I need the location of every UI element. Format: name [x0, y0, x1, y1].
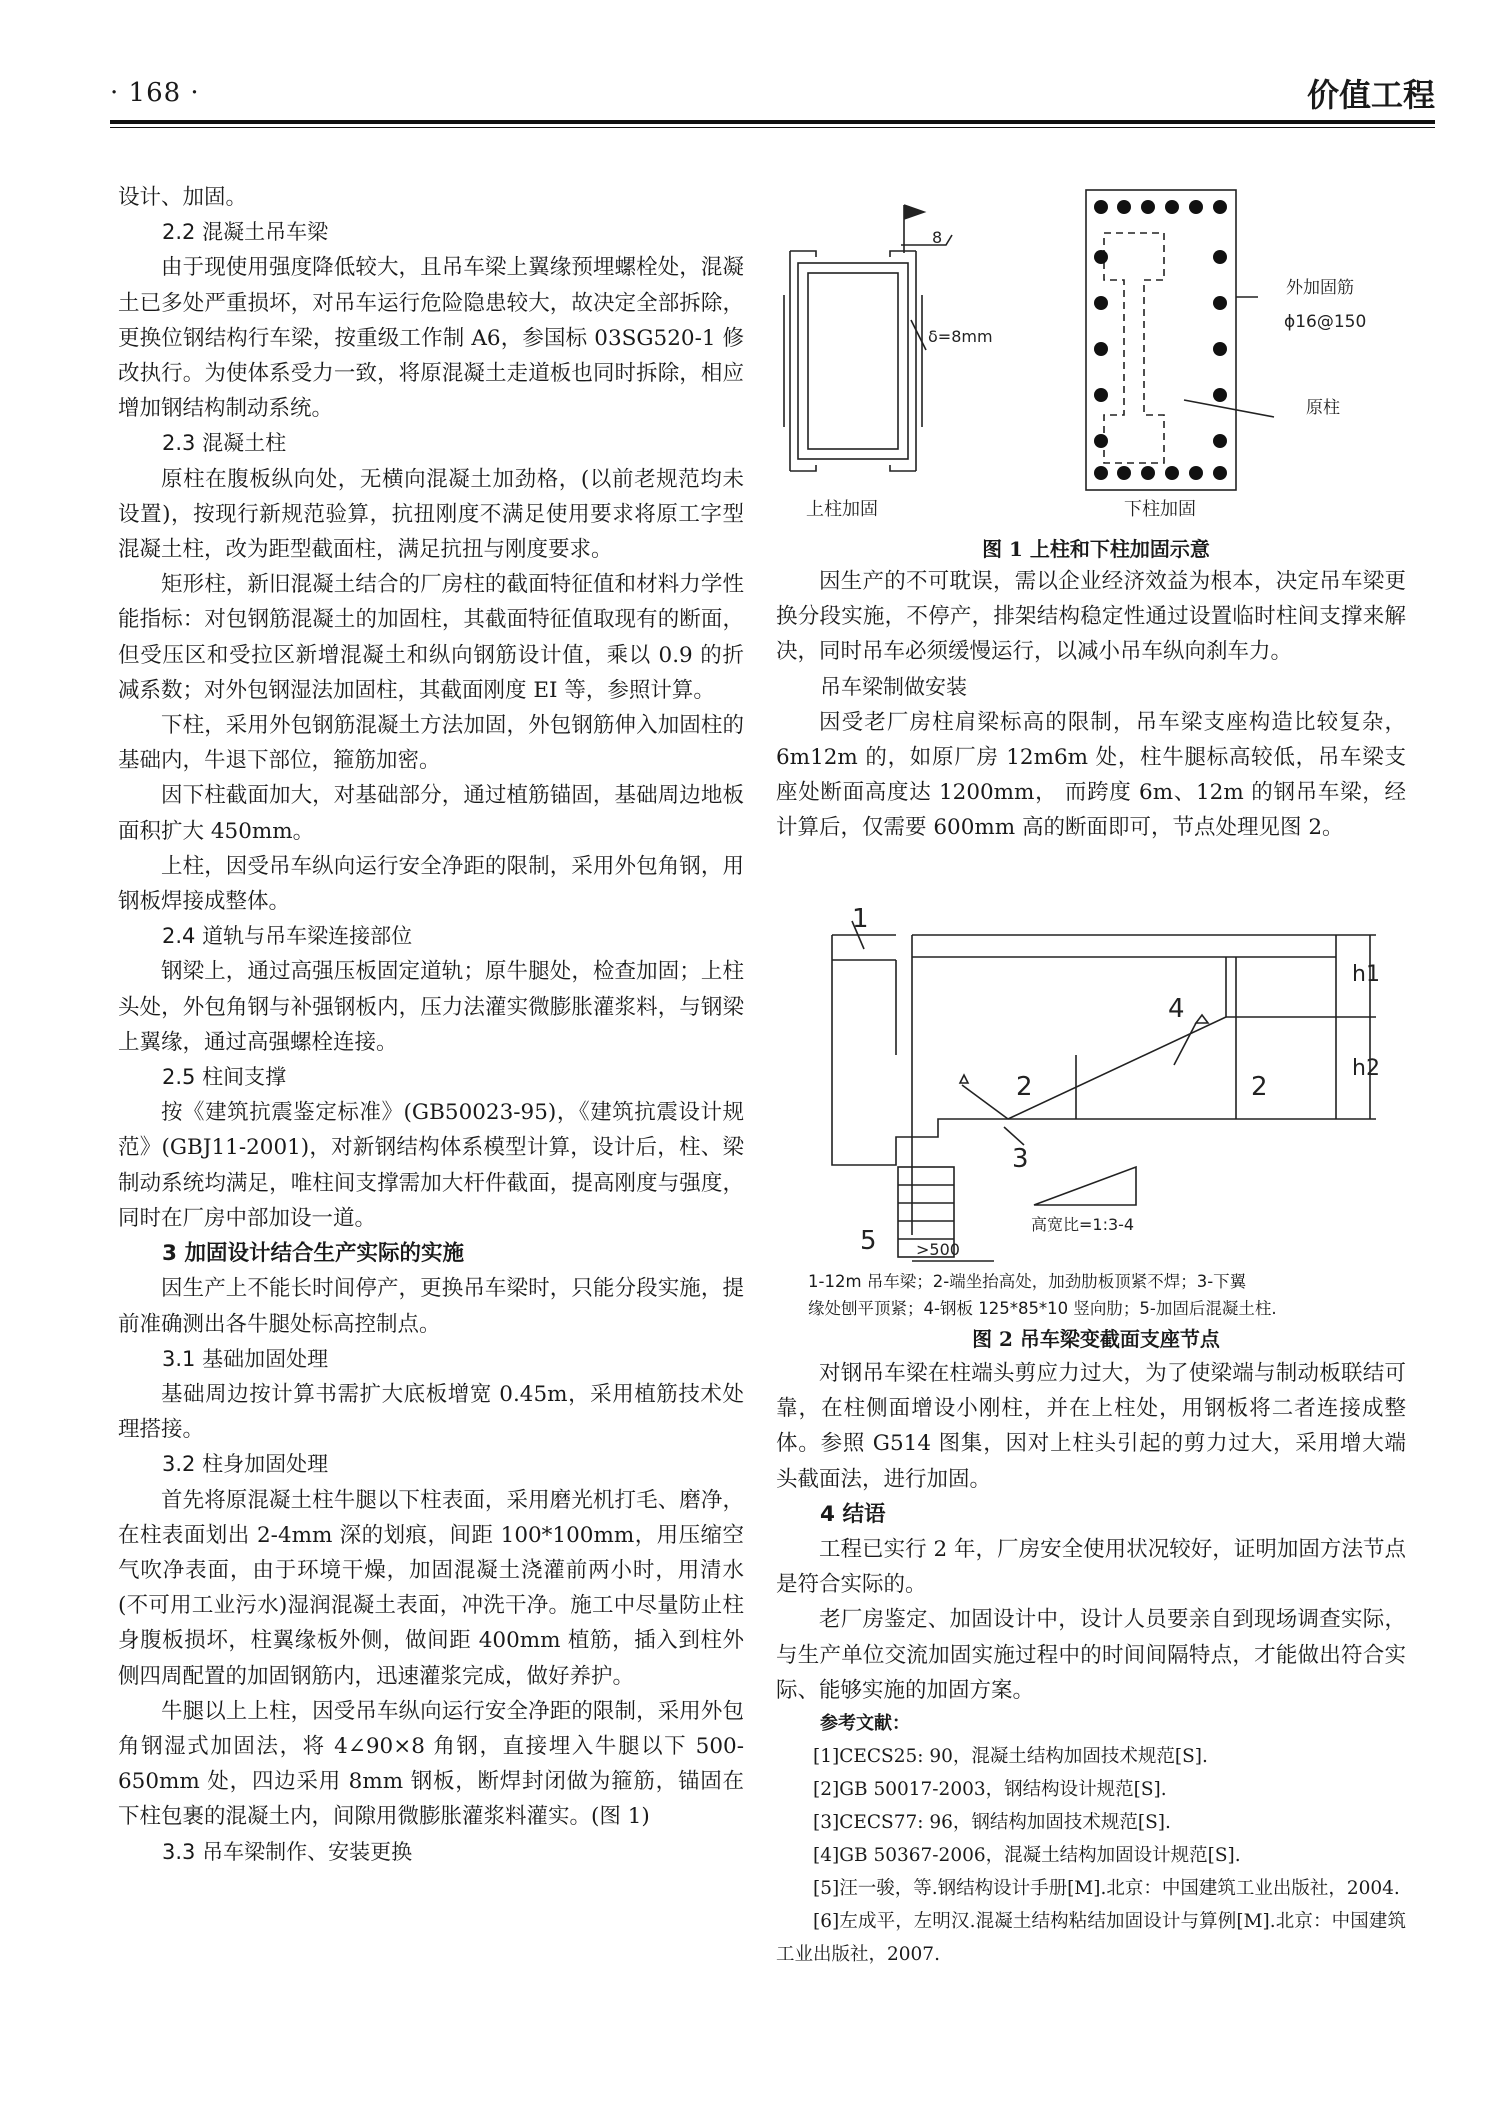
section-heading: 2.3 混凝土柱	[162, 431, 287, 456]
lower-column-label: 下柱加固	[1124, 499, 1196, 520]
reference-item: [1]CECS25: 90，混凝土结构加固技术规范[S].	[813, 1746, 1208, 1768]
label-1: 1	[852, 905, 869, 934]
paragraph: 因生产上不能长时间停产，更换吊车梁时，只能分段实施，提前准确测出各牛腿处标高控制点。	[118, 1276, 744, 1337]
dimension-500: >500	[916, 1240, 960, 1259]
paragraph: 由于现使用强度降低较大，且吊车梁上翼缘预埋螺栓处，混凝土已多处严重损坏，对吊车运行危险隐患较大，故决定全部拆除，更换位钢结构行车梁，按重级工作制 A6，参国标 03SG520-1 修改执行。为使体系受力一致，将原混凝土走道板也同时拆除，相应增加钢结构制动系统。	[118, 255, 744, 422]
legend-line: 缘处刨平顶紧；4-钢板 125*85*10 竖向肋；5-加固后混凝土柱.	[808, 1299, 1277, 1318]
reference-item: [2]GB 50017-2003，钢结构设计规范[S].	[813, 1779, 1167, 1801]
paragraph: 因下柱截面加大，对基础部分，通过植筋锚固，基础周边地板面积扩大 450mm。	[118, 783, 744, 844]
reference-item: [6]左成平，左明汉.混凝土结构粘结加固设计与算例[M].北京：中国建筑工业出版社，2007.	[776, 1911, 1406, 1966]
label-2b: 2	[1251, 1072, 1268, 1102]
paragraph: 矩形柱，新旧混凝土结合的厂房柱的截面特征值和材料力学性能指标：对包钢筋混凝土的加固柱，其截面特征值取现有的断面，但受压区和受拉区新增混凝土和纵向钢筋设计值，乘以 0.9 的折减系数；对外包钢湿法加固柱，其截面刚度 EI 等，参照计算。	[118, 572, 744, 703]
right-column-top	[776, 564, 1406, 846]
upper-column-section	[784, 205, 952, 471]
lower-column-section	[1086, 190, 1274, 490]
section-heading: 2.5 柱间支撑	[162, 1065, 287, 1090]
rebar-label: 外加固筋	[1286, 278, 1354, 298]
section-heading: 3.2 柱身加固处理	[162, 1452, 329, 1477]
support-node-lines	[832, 921, 1376, 1261]
legend-line: 1-12m 吊车梁；2-端坐抬高处，加劲肋板顶紧不焊；3-下翼	[808, 1272, 1247, 1291]
paragraph: 原柱在腹板纵向处，无横向混凝土加劲格，(以前老规范均未设置)，按现行新规范验算，抗扭刚度不满足使用要求将原工字型混凝土柱，改为距型截面柱，满足抗扭与刚度要求。	[118, 466, 744, 563]
paragraph: 钢梁上，通过高强压板固定道轨；原牛腿处，检查加固；上柱头处，外包角钢与补强钢板内，压力法灌实微膨胀灌浆料，与钢梁上翼缘，通过高强螺栓连接。	[118, 959, 744, 1055]
paragraph: 下柱，采用外包钢筋混凝土方法加固，外包钢筋伸入加固柱的基础内，牛退下部位，箍筋加密。	[118, 713, 744, 774]
rebar-dots	[1094, 200, 1227, 480]
weld-size-label: 8	[932, 228, 943, 247]
dimension-h2: h2	[1352, 1056, 1380, 1081]
paragraph: 设计、加固。	[118, 185, 248, 210]
rebar-spec-label: ϕ16@150	[1284, 312, 1367, 332]
journal-title: 价值工程	[1306, 76, 1435, 114]
figure-1-caption: 图 1 上柱和下柱加固示意	[982, 537, 1210, 561]
original-column-label: 原柱	[1306, 398, 1340, 418]
header-rule	[110, 120, 1435, 124]
paragraph: 基础周边按计算书需扩大底板增宽 0.45m，采用植筋技术处理搭接。	[118, 1381, 744, 1443]
label-4: 4	[1168, 994, 1185, 1024]
left-column	[118, 180, 744, 1870]
paragraph: 牛腿以上上柱，因受吊车纵向运行安全净距的限制，采用外包角钢湿式加固法，将 4∠90×8 角钢，直接埋入牛腿以下 500-650mm 处，四边采用 8mm 钢板，断焊封闭做为箍筋，锚固在下柱包裹的混凝土内，间隙用微膨胀灌浆料灌实。(图 1)	[118, 1698, 744, 1830]
section-heading: 2.4 道轨与吊车梁连接部位	[162, 924, 413, 949]
label-3: 3	[1012, 1144, 1029, 1174]
figure-2-legend	[808, 1268, 1393, 1322]
right-column-bottom	[776, 1356, 1406, 1971]
page-number: · 168 ·	[110, 78, 200, 108]
figure-1-drawing	[776, 185, 1416, 530]
paragraph: 上柱，因受吊车纵向运行安全净距的限制，采用外包角钢，用钢板焊接成整体。	[118, 853, 744, 915]
references-heading: 参考文献：	[820, 1713, 910, 1735]
paragraph: 因受老厂房柱肩梁标高的限制，吊车梁支座构造比较复杂，6m12m 的，如原厂房 12m6m 处，柱牛腿标高较低，吊车梁支座处断面高度达 1200mm， 而跨度 6m、12m 的钢吊车梁，经计算后，仅需要 600mm 高的断面即可，节点处理见图 2。	[776, 709, 1406, 841]
reference-item: [4]GB 50367-2006，混凝土结构加固设计规范[S].	[813, 1845, 1241, 1867]
ratio-label: 高宽比=1:3-4	[1031, 1215, 1135, 1234]
reference-item: [3]CECS77: 96，钢结构加固技术规范[S].	[813, 1812, 1171, 1834]
page-header	[110, 70, 1435, 122]
paragraph: 因生产的不可耽误，需以企业经济效益为根本，决定吊车梁更换分段实施，不停产，排架结构稳定性通过设置临时柱间支撑来解决，同时吊车必须缓慢运行，以减小吊车纵向刹车力。	[776, 569, 1406, 665]
section-heading: 3.3 吊车梁制作、安装更换	[162, 1839, 413, 1864]
figure-2-drawing	[776, 905, 1416, 1265]
figure-1	[776, 185, 1416, 530]
label-5: 5	[860, 1226, 877, 1256]
dimension-h1: h1	[1352, 962, 1380, 987]
section-heading: 3 加固设计结合生产实际的实施	[162, 1241, 464, 1267]
figure-2-caption: 图 2 吊车梁变截面支座节点	[972, 1327, 1220, 1351]
label-2a: 2	[1016, 1072, 1033, 1102]
reference-item: [5]汪一骏，等.钢结构设计手册[M].北京：中国建筑工业出版社，2004.	[813, 1878, 1400, 1900]
header-rule-thin	[110, 127, 1435, 128]
paragraph: 工程已实行 2 年，厂房安全使用状况较好，证明加固方法节点是符合实际的。	[776, 1537, 1406, 1598]
paragraph: 首先将原混凝土柱牛腿以下柱表面，采用磨光机打毛、磨净，在柱表面划出 2-4mm 深的划痕，间距 100*100mm，用压缩空气吹净表面，由于环境干燥，加固混凝土浇灌前两小时，用清水(不可用工业污水)湿润混凝土表面，冲洗干净。施工中尽量防止柱身腹板损坏，柱翼缘板外侧，做间距 400mm 植筋，插入到柱外侧四周配置的加固钢筋内，迅速灌浆完成，做好养护。	[118, 1487, 744, 1689]
section-heading: 3.1 基础加固处理	[162, 1346, 329, 1371]
upper-column-label: 上柱加固	[806, 499, 878, 520]
paragraph: 老厂房鉴定、加固设计中，设计人员要亲自到现场调查实际，与生产单位交流加固实施过程中的时间间隔特点，才能做出符合实际、能够实施的加固方案。	[776, 1607, 1406, 1703]
paragraph: 对钢吊车梁在柱端头剪应力过大，为了使梁端与制动板联结可靠，在柱侧面增设小刚柱，并在上柱处，用钢板将二者连接成整体。参照 G514 图集，因对上柱头引起的剪力过大，采用增大端头截面法，进行加固。	[776, 1361, 1406, 1492]
section-heading: 吊车梁制做安装	[820, 674, 967, 699]
figure-2	[776, 905, 1416, 1325]
section-heading: 2.2 混凝土吊车梁	[162, 220, 329, 245]
section-heading: 4 结语	[820, 1501, 886, 1527]
paragraph: 按《建筑抗震鉴定标准》(GB50023-95)，《建筑抗震设计规范》(GBJ11-2001)，对新钢结构体系模型计算，设计后，柱、梁制动系统均满足，唯柱间支撑需加大杆件截面，提高刚度与强度，同时在厂房中部加设一道。	[118, 1100, 744, 1231]
plate-thickness-label: δ=8mm	[928, 327, 993, 346]
